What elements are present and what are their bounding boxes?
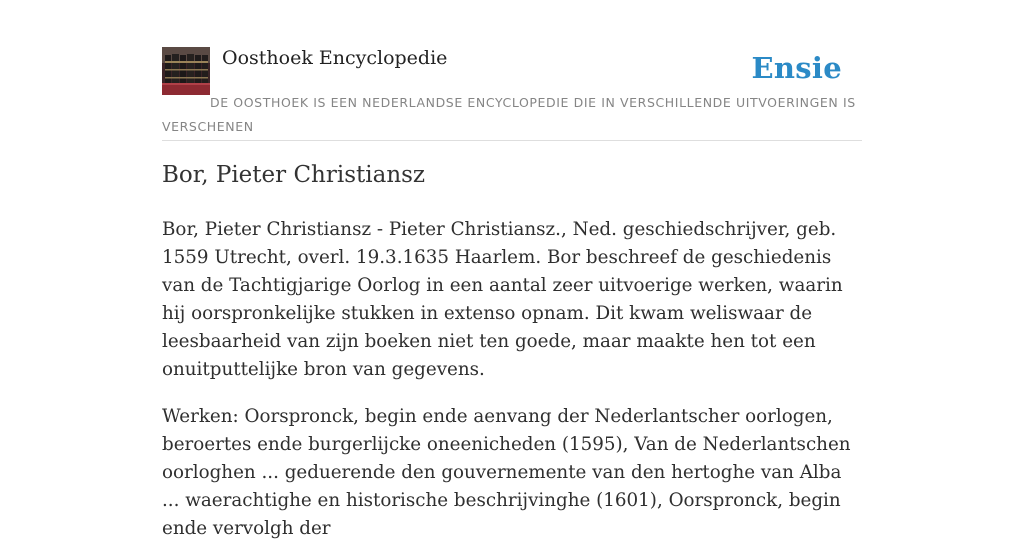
- article-title: Bor, Pieter Christiansz: [162, 162, 426, 188]
- encyclopedia-books-icon[interactable]: [162, 47, 210, 95]
- site-header: [162, 45, 862, 141]
- article-paragraph: Werken: Oorspronck, begin ende aenvang der Nederlantscher oorlogen, beroertes ende burgerlijcke oneenicheden (1595), Van de Nederlantschen oorloghen ... geduerende den gouvernemente van den hertoghe van Alba ... waerachtighe en historische beschrijvinghe (1601), Oorspronck, begin ende vervolgh der: [162, 406, 851, 539]
- article-paragraph: Bor, Pieter Christiansz - Pieter Christiansz., Ned. geschiedschrijver, geb. 1559 Utrecht, overl. 19.3.1635 Haarlem. Bor beschreef de geschiedenis van de Tachtigjarige Oorlog in een aantal zeer uitvoerige werken, waarin hij oorspronkelijke stukken in extenso opnam. Dit kwam weliswaar de leesbaarheid van zijn boeken niet ten goede, maar maakte hen tot een onuitputtelijke bron van gegevens.: [162, 219, 843, 380]
- site-name[interactable]: Oosthoek Encyclopedie: [222, 47, 448, 69]
- site-tagline: DE OOSTHOEK IS EEN NEDERLANDSE ENCYCLOPEDIE DIE IN VERSCHILLENDE UITVOERINGEN IS VERSCHENEN: [162, 95, 856, 134]
- brand-logo[interactable]: Ensie: [751, 51, 842, 85]
